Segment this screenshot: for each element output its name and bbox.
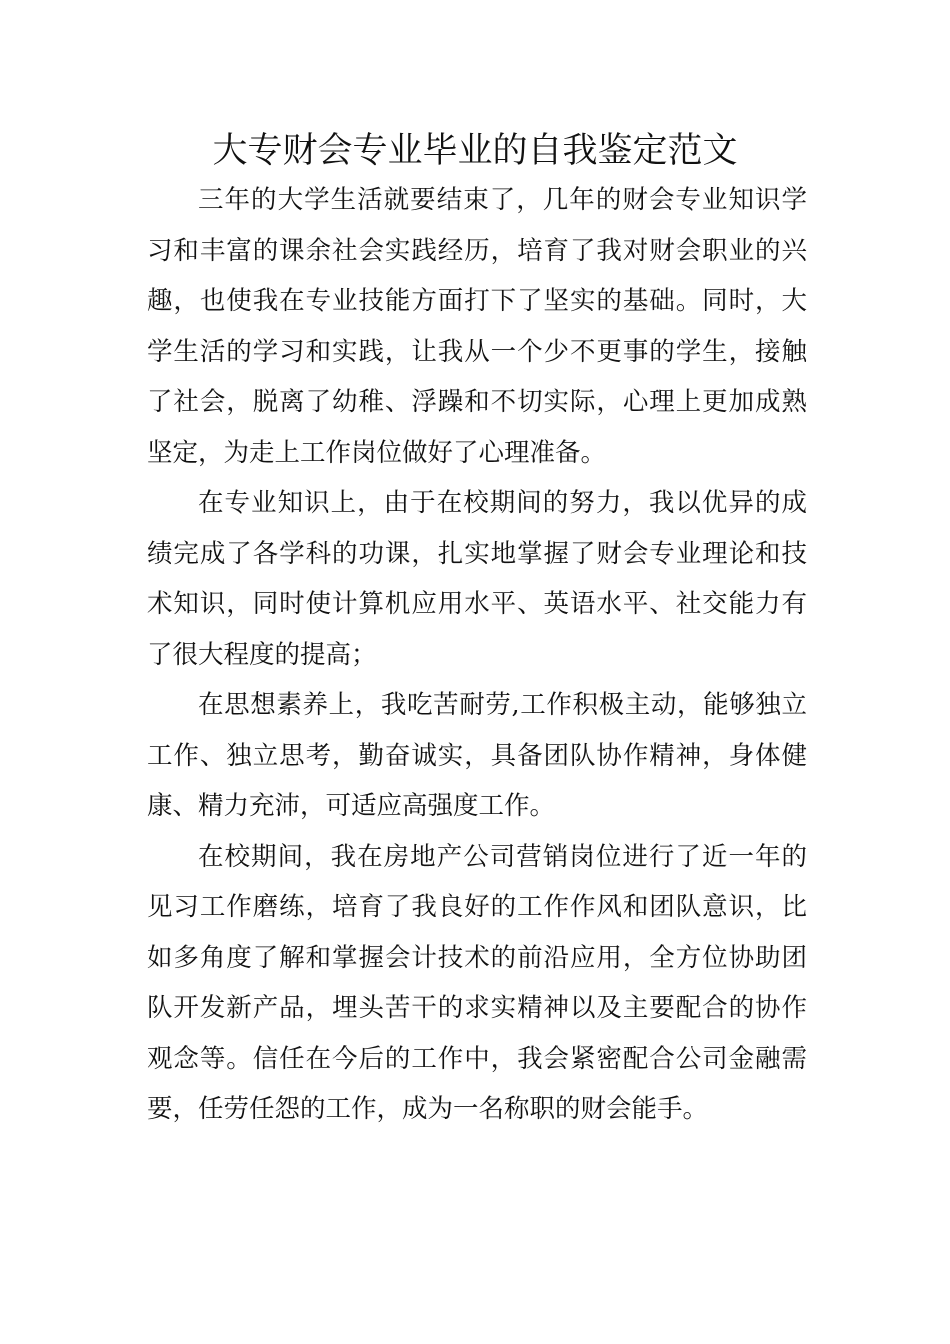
document-body bbox=[147, 175, 807, 1135]
document-title: 大专财会专业毕业的自我鉴定范文 bbox=[212, 131, 738, 171]
paragraph-1: 三年的大学生活就要结束了，几年的财会专业知识学习和丰富的课余社会实践经历，培育了我对财会职业的兴趣，也使我在专业技能方面打下了坚实的基础。同时，大学生活的学习和实践，让我从一个少不更事的学生，接触了社会，脱离了幼稚、浮躁和不切实际，心理上更加成熟坚定，为走上工作岗位做好了心理准备。 bbox=[147, 185, 807, 468]
paragraph-2: 在专业知识上，由于在校期间的努力，我以优异的成绩完成了各学科的功课，扎实地掌握了财会专业理论和技术知识，同时使计算机应用水平、英语水平、社交能力有了很大程度的提高； bbox=[147, 488, 807, 670]
paragraph-3: 在思想素养上，我吃苦耐劳,工作积极主动，能够独立工作、独立思考，勤奋诚实，具备团队协作精神，身体健康、精力充沛，可适应高强度工作。 bbox=[147, 690, 807, 821]
paragraph-4: 在校期间，我在房地产公司营销岗位进行了近一年的见习工作磨练，培育了我良好的工作作风和团队意识，比如多角度了解和掌握会计技术的前沿应用，全方位协助团队开发新产品，埋头苦干的求实精神以及主要配合的协作观念等。信任在今后的工作中，我会紧密配合公司金融需要，任劳任怨的工作，成为一名称职的财会能手。 bbox=[147, 841, 807, 1124]
